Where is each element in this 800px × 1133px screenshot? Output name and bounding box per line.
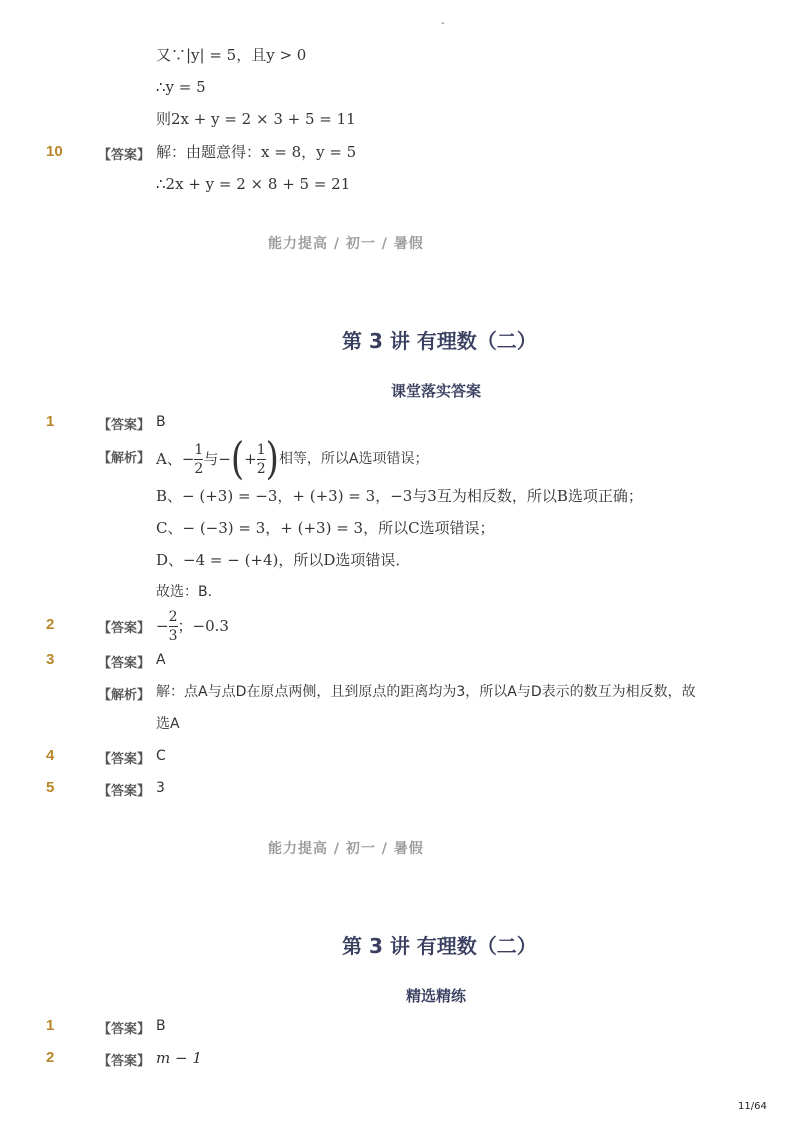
prev-line-2: ∴y = 5 (156, 78, 206, 96)
page-footer: 能力提高 / 初一 / 暑假 (268, 236, 424, 252)
fraction-numerator: 1 (194, 441, 204, 458)
q3-analysis-line1: 解：点A与点D在原点两侧，且到原点的距离均为3，所以A与D表示的数互为相反数，故 (156, 684, 696, 700)
section-title: 第 3 讲 有理数（二） (342, 329, 537, 353)
q1-a-mid: 与− (203, 450, 231, 468)
q2-answer: m − 1 (156, 1049, 202, 1067)
fraction (169, 609, 178, 644)
q1-analysis-a (156, 433, 429, 485)
fraction-denominator: 2 (256, 460, 266, 477)
q1-analysis-b: B、− (+3) = −3，+ (+3) = 3，−3与3互为相反数，所以B选项正确； (156, 487, 643, 505)
fraction-denominator: 3 (168, 627, 178, 644)
question-number-4: 4 (46, 747, 55, 764)
q10-answer-line2: ∴2x + y = 2 × 8 + 5 = 21 (156, 175, 351, 193)
q10-answer: 解：由题意得：x = 8，y = 5 (156, 143, 357, 161)
fraction (257, 442, 266, 477)
analysis-tag: 【解析】 (98, 451, 151, 466)
question-number-3: 3 (46, 651, 55, 668)
section-subtitle: 精选精练 (406, 987, 467, 1005)
q1-choice: 故选：B． (156, 584, 222, 600)
fraction-numerator: 1 (256, 441, 266, 458)
question-number-1: 1 (46, 413, 55, 430)
prev-line-3: 则2x + y = 2 × 3 + 5 = 11 (156, 110, 356, 128)
q1-a-suffix: 相等，所以A选项错误； (278, 451, 429, 467)
page-footer: 能力提高 / 初一 / 暑假 (268, 841, 424, 857)
fraction-denominator: 2 (194, 460, 204, 477)
q2-answer (156, 606, 229, 646)
q1-a-plus: + (244, 450, 257, 468)
section-subtitle: 课堂落实答案 (391, 382, 482, 400)
answer-tag: 【答案】 (98, 1022, 151, 1037)
fraction-bar (257, 459, 266, 460)
answer-tag: 【答案】 (98, 418, 151, 433)
q1-answer: B (156, 1018, 166, 1034)
q3-analysis-line2: 选A (156, 716, 180, 732)
answer-tag: 【答案】 (98, 621, 151, 636)
top-mark: - (441, 18, 445, 29)
answer-tag: 【答案】 (98, 784, 151, 799)
answer-tag: 【答案】 (98, 752, 151, 767)
fraction-numerator: 2 (168, 608, 178, 625)
q2-rest: ；−0.3 (177, 617, 229, 635)
prev-line-1: 又∵|y| = 5，且y > 0 (156, 46, 307, 64)
answer-tag: 【答案】 (98, 1054, 151, 1069)
analysis-tag: 【解析】 (98, 688, 151, 703)
q1-answer: B (156, 414, 166, 430)
answer-tag: 【答案】 (98, 148, 151, 163)
q1-analysis-d: D、−4 = − (+4)，所以D选项错误． (156, 551, 411, 569)
fraction (194, 442, 203, 477)
left-paren: ( (230, 433, 245, 485)
q2-minus: − (156, 617, 169, 635)
answer-tag: 【答案】 (98, 656, 151, 671)
question-number-2: 2 (46, 1049, 55, 1066)
page-number: 11/64 (738, 1101, 767, 1112)
q5-answer: 3 (156, 780, 165, 796)
question-number-10: 10 (46, 143, 63, 160)
q4-answer: C (156, 748, 166, 764)
section-title: 第 3 讲 有理数（二） (342, 934, 537, 958)
question-number-5: 5 (46, 779, 55, 796)
question-number-2: 2 (46, 616, 55, 633)
q3-answer: A (156, 652, 166, 668)
q1-analysis-c: C、− (−3) = 3，+ (+3) = 3，所以C选项错误； (156, 519, 495, 537)
right-paren: ) (265, 433, 279, 485)
q1-a-prefix: A、− (156, 450, 195, 468)
question-number-1: 1 (46, 1017, 55, 1034)
fraction-bar (194, 459, 203, 460)
fraction-bar (169, 626, 178, 627)
